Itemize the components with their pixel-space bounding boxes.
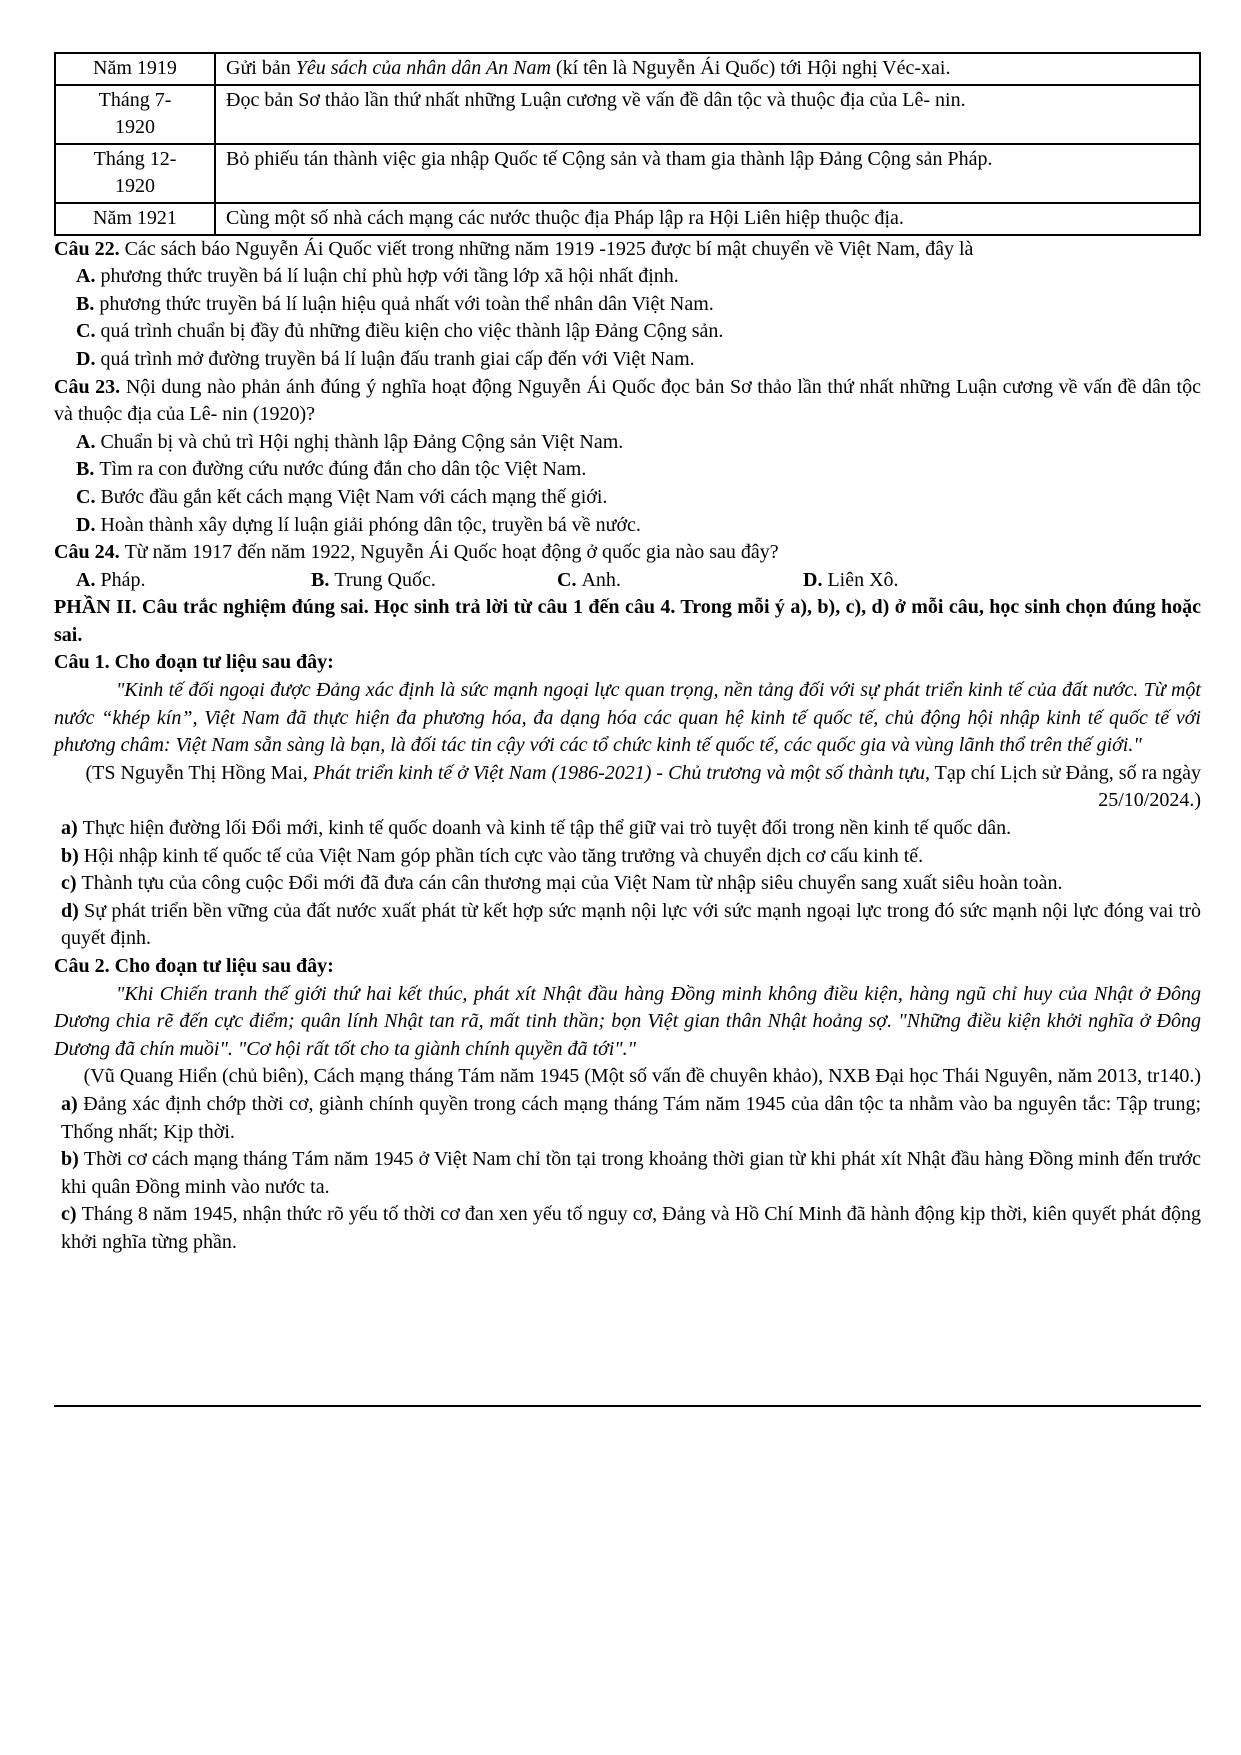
question-1-source: [54, 760, 1201, 815]
text-run: c): [61, 872, 82, 895]
text-run: Tháng 8 năm 1945, nhận thức rõ yếu tố thời cơ đan xen yếu tố nguy cơ, Đảng và Hồ Chí Minh đã hành động kịp thời, kiên quyết phát động khởi nghĩa từng phần.: [61, 1203, 1202, 1253]
text-run: "Khi Chiến tranh thế giới thứ hai kết thúc, phát xít Nhật đầu hàng Đồng minh không điều kiện, hàng ngũ chỉ huy của Nhật ở Đông Dương chia rẽ đến cực điểm; quân lính Nhật tan rã, mất tinh thần; bọn Việt gian thân Nhật hoảng sợ. "Những điều kiện khởi nghĩa ở Đông Dương đã chín muồi". "Cơ hội rất tốt cho ta giành chính quyền đã tới".": [54, 982, 1201, 1060]
text-run: Pháp.: [100, 568, 146, 591]
time-text: 1920: [115, 116, 155, 139]
cell-event: [215, 203, 1200, 235]
text-run: quá trình mở đường truyền bá lí luận đấu tranh giai cấp đến với Việt Nam.: [100, 347, 695, 370]
answer-option: [803, 567, 1201, 595]
text-run: Bỏ phiếu tán thành việc gia nhập Quốc tế Cộng sản và tham gia thành lập Đảng Cộng sản Pháp.: [226, 147, 993, 170]
question-23: [54, 374, 1201, 429]
table-row: [55, 144, 1200, 203]
cell-time: [55, 203, 215, 235]
text-run: D.: [76, 347, 101, 370]
text-run: Sự phát triển bền vững của đất nước xuất phát từ kết hợp sức mạnh nội lực với sức mạnh ngoại lực trong đó sức mạnh nội lực đóng vai trò quyết định.: [61, 899, 1201, 950]
text-run: C.: [557, 568, 582, 591]
time-text: 1920: [115, 175, 155, 198]
question-22-option-d: [54, 346, 1201, 374]
text-run: Thời cơ cách mạng tháng Tám năm 1945 ở Việt Nam chỉ tồn tại trong khoảng thời gian từ khi phát xít Nhật đầu hàng Đồng minh đến trước khi quân Đồng minh vào nước ta.: [61, 1148, 1201, 1198]
question-23-option-d: [54, 512, 1201, 540]
text-run: Từ năm 1917 đến năm 1922, Nguyễn Ái Quốc hoạt động ở quốc gia nào sau đây?: [124, 541, 779, 564]
text-run: quá trình chuẩn bị đầy đủ những điều kiện cho việc thành lập Đảng Cộng sản.: [100, 320, 724, 343]
text-run: Đọc bản Sơ thảo lần thứ nhất những Luận cương về vấn đề dân tộc và thuộc địa của Lê- nin.: [226, 88, 966, 111]
question-24-options: [54, 567, 1201, 595]
text-run: Câu 23.: [54, 375, 126, 398]
cell-time: [55, 53, 215, 85]
question-23-option-c: [54, 484, 1201, 512]
text-run: Cùng một số nhà cách mạng các nước thuộc địa Pháp lập ra Hội Liên hiệp thuộc địa.: [226, 206, 904, 229]
answer-option: [557, 567, 803, 595]
text-run: B.: [311, 568, 335, 591]
text-run: Hoàn thành xây dựng lí luận giải phóng dân tộc, truyền bá về nước.: [100, 513, 641, 536]
text-run: Chuẩn bị và chủ trì Hội nghị thành lập Đảng Cộng sản Việt Nam.: [100, 430, 624, 453]
part-2-heading: [54, 594, 1201, 649]
question-1-item-c: [54, 870, 1201, 898]
question-24: [54, 539, 1201, 567]
text-run: B.: [76, 458, 100, 481]
text-run: d): [61, 899, 85, 922]
text-run: D.: [76, 513, 101, 536]
text-run: A.: [76, 265, 101, 288]
text-run: Hội nhập kinh tế quốc tế của Việt Nam góp phần tích cực vào tăng trưởng và chuyển dịch cơ cấu kinh tế.: [83, 844, 924, 867]
table-row: [55, 85, 1200, 144]
text-run: (kí tên là Nguyễn Ái Quốc) tới Hội nghị Véc-xai.: [550, 57, 951, 79]
text-run: Tìm ra con đường cứu nước đúng đắn cho dân tộc Việt Nam.: [99, 458, 587, 481]
cell-event: [215, 144, 1200, 203]
question-22-option-c: [54, 318, 1201, 346]
question-22-option-b: [54, 291, 1201, 319]
question-22: [54, 236, 1201, 264]
text-run: phương thức truyền bá lí luận chỉ phù hợp với tầng lớp xã hội nhất định.: [100, 265, 679, 288]
question-1-heading: [54, 649, 1201, 677]
text-run: Câu 22.: [54, 237, 125, 260]
text-run: D.: [803, 568, 828, 591]
text-run: Nội dung nào phản ánh đúng ý nghĩa hoạt động Nguyễn Ái Quốc đọc bản Sơ thảo lần thứ nhất những Luận cương về vấn đề dân tộc và thuộc địa của Lê- nin (1920)?: [54, 375, 1201, 426]
text-run: a): [61, 817, 83, 840]
text-run: Tạp chí Lịch sử Đảng, số ra ngày 25/10/2024.): [930, 761, 1201, 812]
text-run: "Kinh tế đối ngoại được Đảng xác định là sức mạnh ngoại lực quan trọng, nền tảng đối với sự phát triển kinh tế của đất nước. Từ một nước “khép kín”, Việt Nam đã thực hiện đa phương hóa, đa dạng hóa các quan hệ kinh tế quốc tế, chủ động hội nhập kinh tế quốc tế với phương châm: Việt Nam sẵn sàng là bạn, là đối tác tin cậy với các tổ chức kinh tế quốc tế, các quốc gia và vùng lãnh thổ trên thế giới.": [54, 679, 1201, 757]
text-run: A.: [76, 568, 101, 591]
text-run: c): [61, 1203, 82, 1226]
cell-event: [215, 85, 1200, 144]
text-run: (TS Nguyễn Thị Hồng Mai,: [85, 761, 313, 784]
text-run: Câu 1. Cho đoạn tư liệu sau đây:: [54, 651, 334, 674]
answer-option: [76, 567, 311, 595]
cell-event: [215, 53, 1200, 85]
text-run: PHẦN II. Câu trắc nghiệm đúng sai. Học sinh trả lời từ câu 1 đến câu 4. Trong mỗi ý a), b), c), d) ở mỗi câu, học sinh chọn đúng hoặc sai.: [54, 596, 1201, 646]
question-1-item-d: [54, 898, 1201, 953]
time-text: Năm 1921: [93, 206, 177, 229]
text-run: C.: [76, 320, 101, 343]
text-run: a): [61, 1092, 84, 1115]
text-run: Phát triển kinh tế ở Việt Nam (1986-2021) - Chủ trương và một số thành tựu,: [312, 761, 931, 784]
question-2-item-b: [54, 1146, 1201, 1201]
table-row: [55, 53, 1200, 85]
footer-rule: [54, 1405, 1201, 1407]
text-run: Trung Quốc.: [334, 568, 436, 591]
text-run: Các sách báo Nguyễn Ái Quốc viết trong những năm 1919 -1925 được bí mật chuyển về Việt Nam, đây là: [124, 237, 974, 260]
question-23-option-a: [54, 429, 1201, 457]
question-1-item-b: [54, 843, 1201, 871]
question-2-source: [54, 1063, 1201, 1091]
text-run: Yêu sách của nhân dân An Nam: [295, 57, 551, 79]
timeline-table: [54, 52, 1201, 236]
text-run: Bước đầu gắn kết cách mạng Việt Nam với cách mạng thế giới.: [100, 485, 608, 508]
text-run: phương thức truyền bá lí luận hiệu quả nhất với toàn thể nhân dân Việt Nam.: [99, 292, 714, 315]
time-text: Năm 1919: [93, 57, 177, 79]
time-text: Tháng 7-: [98, 88, 172, 111]
question-2-quote: [54, 981, 1201, 1064]
text-run: Anh.: [581, 568, 621, 591]
question-2-heading: [54, 953, 1201, 981]
question-1-quote: [54, 677, 1201, 760]
question-22-option-a: [54, 263, 1201, 291]
text-run: b): [61, 844, 84, 867]
text-run: Thành tựu của công cuộc Đổi mới đã đưa cán cân thương mại của Việt Nam từ nhập siêu chuyển sang xuất siêu hoàn toàn.: [81, 872, 1063, 895]
time-text: Tháng 12-: [93, 147, 177, 170]
text-run: Gửi bản: [226, 57, 296, 79]
question-2-item-c: [54, 1201, 1201, 1256]
table-row: [55, 203, 1200, 235]
text-run: Câu 2. Cho đoạn tư liệu sau đây:: [54, 955, 334, 977]
text-run: b): [61, 1148, 84, 1171]
text-run: Đảng xác định chớp thời cơ, giành chính quyền trong cách mạng tháng Tám năm 1945 của dân tộc ta nhằm vào ba nguyên tắc: Tập trung; Thống nhất; Kịp thời.: [61, 1092, 1202, 1143]
question-2-item-a: [54, 1091, 1201, 1146]
question-23-option-b: [54, 456, 1201, 484]
text-run: Câu 24.: [54, 541, 125, 564]
cell-time: [55, 144, 215, 203]
text-run: B.: [76, 292, 100, 315]
cell-time: [55, 85, 215, 144]
answer-option: [311, 567, 557, 595]
text-run: (Vũ Quang Hiển (chủ biên), Cách mạng tháng Tám năm 1945 (Một số vấn đề chuyên khảo), NXB Đại học Thái Nguyên, năm 2013, tr140.): [83, 1065, 1201, 1088]
question-1-item-a: [54, 815, 1201, 843]
text-run: Thực hiện đường lối Đổi mới, kinh tế quốc doanh và kinh tế tập thể giữ vai trò tuyệt đối trong nền kinh tế quốc dân.: [82, 817, 1012, 840]
text-run: A.: [76, 430, 101, 453]
text-run: Liên Xô.: [827, 568, 899, 591]
text-run: C.: [76, 485, 101, 508]
